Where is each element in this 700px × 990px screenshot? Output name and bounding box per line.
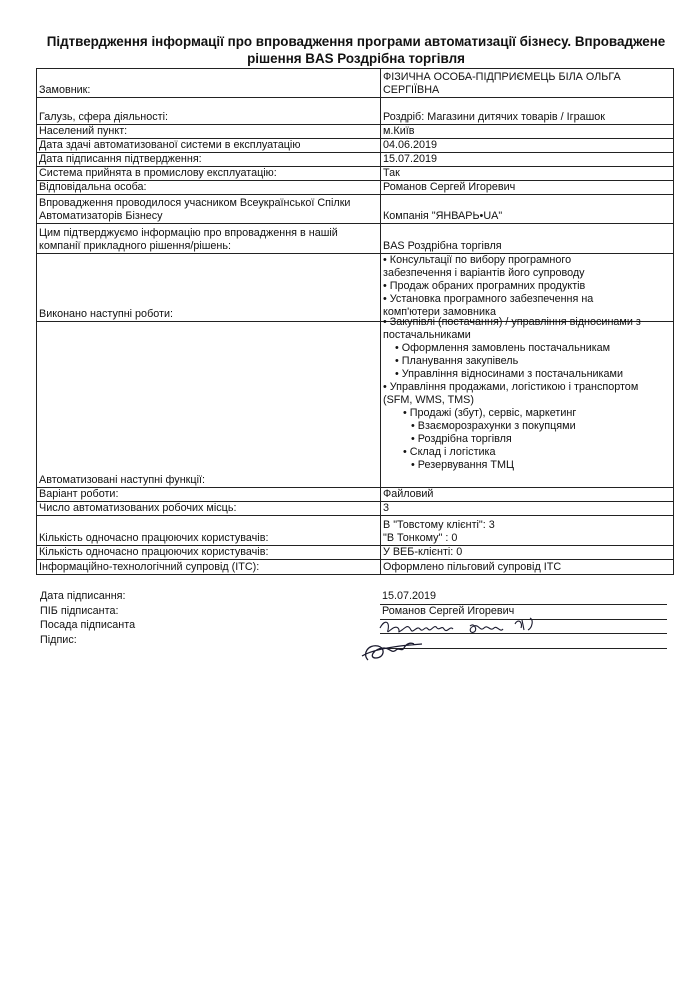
commission-date-value: 04.06.2019 [381,139,674,153]
list-item: забезпечення і варіантів його супроводу [383,267,585,279]
list-item: • Управління продажами, логістикою і транспортом [383,381,639,393]
table-row [37,516,674,546]
handwritten-signature [340,612,600,662]
itc-label: Інформаційно-технологічний супровід (ІТС): [37,560,381,575]
accepted-value: Так [381,167,674,181]
list-item: • Продажі (збут), сервіс, маркетинг [403,407,577,419]
list-item: • Консультації по вибору програмного [383,254,572,266]
table-row [37,502,674,516]
mode-value: Файловий [381,488,674,502]
table-row [37,98,674,125]
signature-label: Підпис: [40,633,77,646]
industry-value: Роздріб: Магазини дитячих товарів / Іграшок [381,98,674,125]
commission-date-label: Дата здачі автоматизованої системи в експлуатацію [37,139,381,153]
table-row [37,195,674,224]
functions-label: Автоматизовані наступні функції: [37,322,381,488]
industry-label: Галузь, сфера діяльності: [37,98,381,125]
solution-label: Цим підтверджуємо інформацію про впровадження в нашій компанії прикладного рішення/рішень: [37,224,381,254]
sign-date-value: 15.07.2019 [381,153,674,167]
solution-value: BAS Роздрібна торгівля [381,224,674,254]
table-row [37,181,674,195]
concurrent-users-label: Кількість одночасно працюючих користувачів: [37,516,381,546]
handwritten-position [380,618,532,632]
table-row [37,254,674,322]
concurrent-web-label: Кількість одночасно працюючих користувачів: [37,546,381,560]
list-item: • Роздрібна торгівля [411,433,512,445]
table-row [37,153,674,167]
city-label: Населений пункт: [37,125,381,139]
signer-name-label: ПІБ підписанта: [40,604,119,617]
table-row [37,167,674,181]
table-row [37,560,674,575]
customer-value: ФІЗИЧНА ОСОБА-ПІДПРИЄМЕЦЬ БІЛА ОЛЬГА СЕРГІЇВНА [381,69,674,98]
itc-value: Оформлено пільговий супровід ІТС [381,560,674,575]
table-row [37,546,674,560]
thin-client-count: "В Тонкому" : 0 [383,532,458,544]
info-table [36,68,674,575]
workplaces-value: 3 [381,502,674,516]
sign-date-label: Дата підписання підтвердження: [37,153,381,167]
implemented-by-label: Впровадження проводилося учасником Всеукраїнської Спілки Автоматизаторів Бізнесу [37,195,381,224]
signature-date-value: 15.07.2019 [382,590,437,602]
list-item: • Взаєморозрахунки з покупцями [411,420,576,432]
table-row [37,139,674,153]
signer-position-label: Посада підписанта [40,619,136,631]
list-item: (SFM, WMS, TMS) [383,394,474,406]
table-row [37,322,674,488]
concurrent-web-value: У ВЕБ-клієнті: 0 [381,546,674,560]
workplaces-label: Число автоматизованих робочих місць: [37,502,381,516]
list-item: • Планування закупівель [395,355,519,367]
works-label: Виконано наступні роботи: [37,254,381,322]
signature-date-line [380,590,667,605]
document-title: Підтвердження інформації про впровадження програми автоматизації бізнесу. Впроваджене рішення BAS Роздрібна торгівля [46,34,666,66]
list-item: • Склад і логістика [403,446,496,458]
concurrent-users-value [381,516,674,546]
signature-scribble [362,643,422,660]
list-item: • Установка програмного забезпечення на [383,293,594,305]
list-item: • Управління відносинами з постачальниками [395,368,623,380]
list-item: • Оформлення замовлень постачальникам [395,342,611,354]
accepted-label: Система прийнята в промислову експлуатацію: [37,167,381,181]
implemented-by-value: Компанія "ЯНВАРЬ•UA" [381,195,674,224]
list-item: комп'ютери замовника [383,306,496,318]
signature-date-row [36,590,668,605]
mode-label: Варіант роботи: [37,488,381,502]
table-row [37,125,674,139]
thick-client-count: В "Товстому клієнті": 3 [383,519,495,531]
list-item: постачальниками [383,329,471,341]
city-value: м.Київ [381,125,674,139]
customer-label: Замовник: [37,69,381,98]
list-item: • Продаж обраних програмних продуктів [383,280,586,292]
responsible-label: Відповідальна особа: [37,181,381,195]
table-row [37,488,674,502]
signer-name-value: Романов Сергей Игоревич [382,604,515,617]
works-list [381,254,674,322]
responsible-value: Романов Сергей Игоревич [381,181,674,195]
signature-date-label: Дата підписання: [40,590,126,602]
functions-list [381,316,674,488]
table-row [37,69,674,98]
list-item: • Резервування ТМЦ [411,459,514,471]
list-item: • Закупівлі (постачання) / управління відносинами з [383,316,641,328]
table-row [37,224,674,254]
